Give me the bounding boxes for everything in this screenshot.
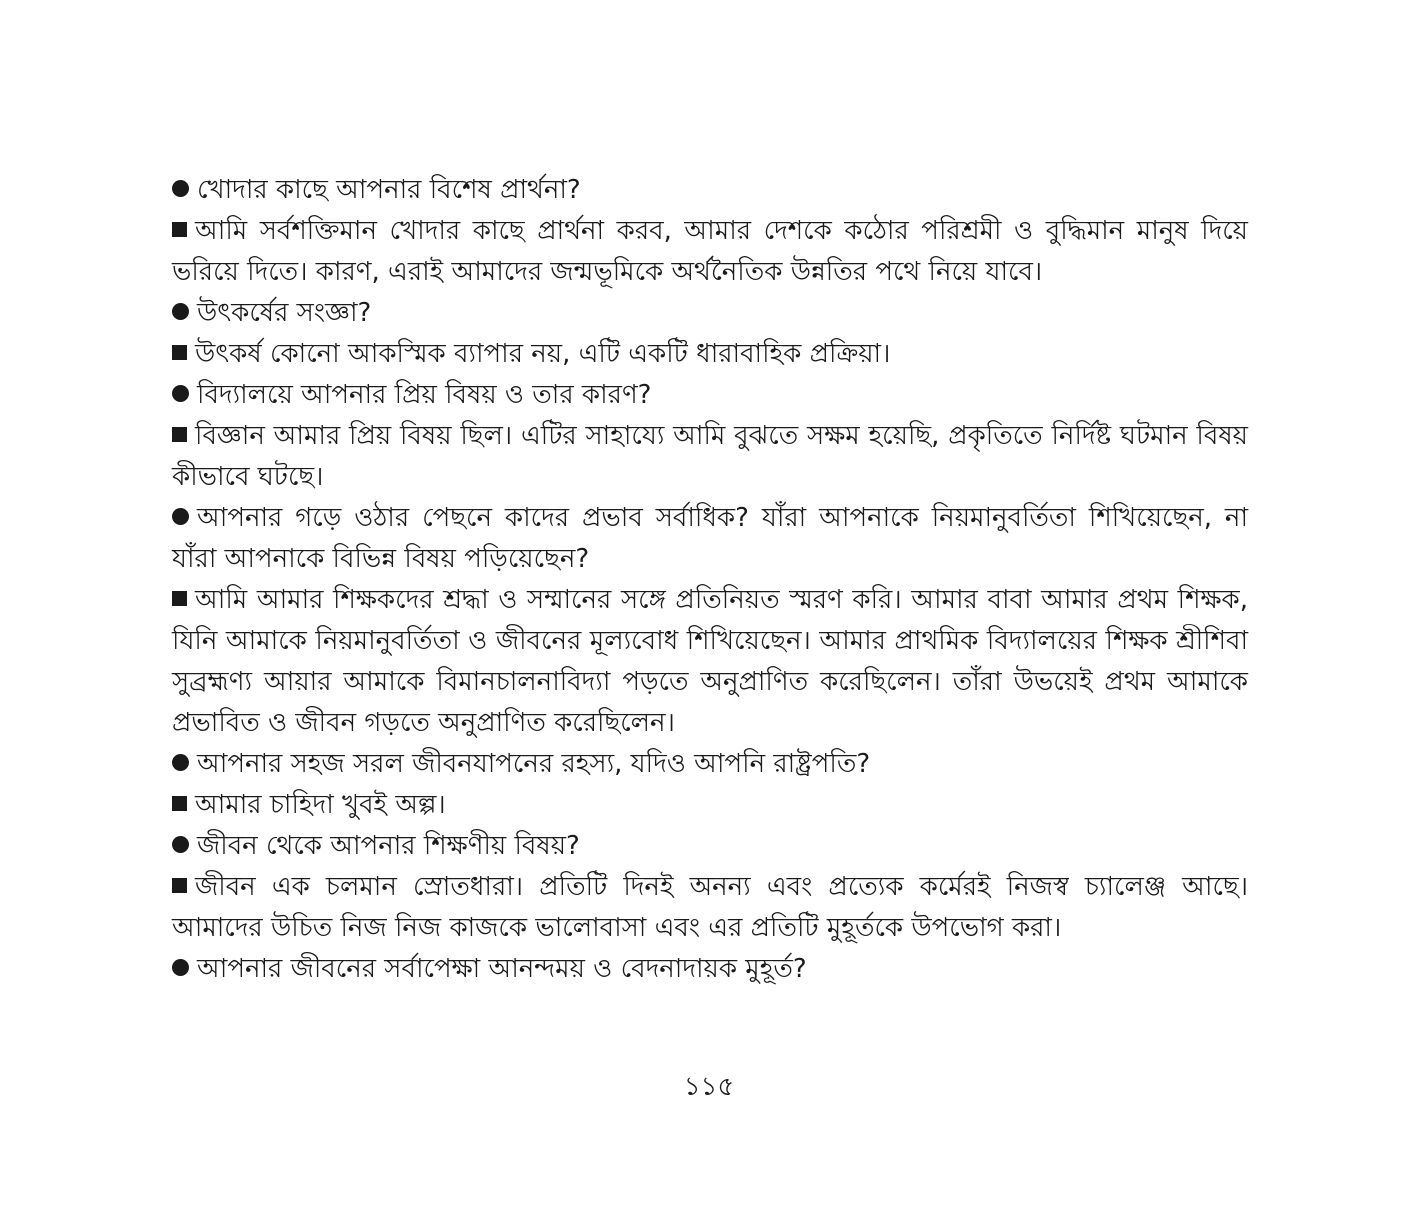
bullet-icon [172, 826, 189, 867]
answer-text: জীবন এক চলমান স্রোতধারা। প্রতিটি দিনই অনন্য এবং প্রত্যেক কর্মেরই নিজস্ব চ্যালেঞ্জ আছে। আমাদের উচিত নিজ নিজ কাজকে ভালোবাসা এবং এর প্রতিটি মুহূর্তকে উপভোগ করা। [172, 872, 1248, 943]
interview-content [172, 170, 1248, 990]
bullet-icon [172, 375, 189, 416]
question-paragraph [172, 826, 1248, 867]
question-text: আপনার সহজ সরল জীবনযাপনের রহস্য, যদিও আপনি রাষ্ট্রপতি? [197, 749, 871, 779]
square-icon [172, 416, 187, 457]
question-text: বিদ্যালয়ে আপনার প্রিয় বিষয় ও তার কারণ? [197, 380, 652, 410]
question-text: খোদার কাছে আপনার বিশেষ প্রার্থনা? [197, 175, 581, 205]
question-text: আপনার জীবনের সর্বাপেক্ষা আনন্দময় ও বেদনাদায়ক মুহূর্ত? [197, 954, 807, 984]
answer-paragraph [172, 416, 1248, 498]
answer-paragraph [172, 867, 1248, 949]
answer-text: আমি সর্বশক্তিমান খোদার কাছে প্রার্থনা করব, আমার দেশকে কঠোর পরিশ্রমী ও বুদ্ধিমান মানুষ দিয়ে ভরিয়ে দিতে। কারণ, এরাই আমাদের জন্মভূমিকে অর্থনৈতিক উন্নতির পথে নিয়ে যাবে। [172, 216, 1248, 287]
question-paragraph [172, 744, 1248, 785]
question-paragraph [172, 293, 1248, 334]
bullet-icon [172, 293, 189, 334]
question-paragraph [172, 375, 1248, 416]
bullet-icon [172, 949, 189, 990]
bullet-icon [172, 170, 189, 211]
page-number: ১১৫ [683, 1072, 735, 1102]
square-icon [172, 785, 187, 826]
answer-text: আমি আমার শিক্ষকদের শ্রদ্ধা ও সম্মানের সঙ্গে প্রতিনিয়ত স্মরণ করি। আমার বাবা আমার প্রথম শিক্ষক, যিনি আমাকে নিয়মানুবর্তিতা ও জীবনের মূল্যবোধ শিখিয়েছেন। আমার প্রাথমিক বিদ্যালয়ের শিক্ষক শ্রীশিবা সুব্রহ্মণ্য আয়ার আমাকে বিমানচালনাবিদ্যা পড়তে অনুপ্রাণিত করেছিলেন। তাঁরা উভয়েই প্রথম আমাকে প্রভাবিত ও জীবন গড়তে অনুপ্রাণিত করেছিলেন। [172, 585, 1248, 738]
answer-paragraph [172, 211, 1248, 293]
question-paragraph [172, 170, 1248, 211]
answer-text: আমার চাহিদা খুবই অল্প। [195, 790, 446, 820]
square-icon [172, 334, 187, 375]
square-icon [172, 211, 187, 252]
square-icon [172, 867, 187, 908]
square-icon [172, 580, 187, 621]
bullet-icon [172, 744, 189, 785]
answer-paragraph [172, 580, 1248, 744]
question-text: আপনার গড়ে ওঠার পেছনে কাদের প্রভাব সর্বাধিক? যাঁরা আপনাকে নিয়মানুবর্তিতা শিখিয়েছেন, না যাঁরা আপনাকে বিভিন্ন বিষয় পড়িয়েছেন? [172, 503, 1248, 574]
question-text: উৎকর্ষের সংজ্ঞা? [197, 298, 372, 328]
bullet-icon [172, 498, 189, 539]
question-text: জীবন থেকে আপনার শিক্ষণীয় বিষয়? [197, 831, 580, 861]
answer-paragraph [172, 334, 1248, 375]
answer-text: বিজ্ঞান আমার প্রিয় বিষয় ছিল। এটির সাহায্যে আমি বুঝতে সক্ষম হয়েছি, প্রকৃতিতে নির্দিষ্ট ঘটমান বিষয় কীভাবে ঘটছে। [172, 421, 1248, 492]
question-paragraph [172, 949, 1248, 990]
answer-paragraph [172, 785, 1248, 826]
question-paragraph [172, 498, 1248, 580]
answer-text: উৎকর্ষ কোনো আকস্মিক ব্যাপার নয়, এটি একটি ধারাবাহিক প্রক্রিয়া। [195, 339, 891, 369]
